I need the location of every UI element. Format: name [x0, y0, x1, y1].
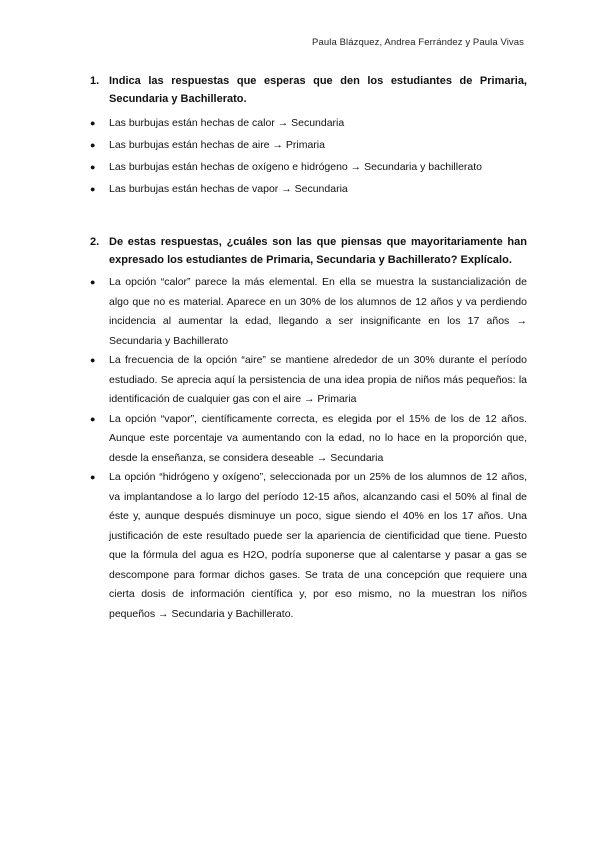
list-item: [90, 156, 527, 178]
bullet-icon: ●: [90, 355, 96, 365]
question-1-answers: [90, 112, 527, 200]
question-2: [90, 233, 527, 269]
list-item: [90, 112, 527, 134]
question-2-number: 2.: [90, 236, 100, 248]
list-item: [90, 134, 527, 156]
page-header-authors: Paula Blázquez, Andrea Ferrández y Paula Vivas: [312, 37, 524, 48]
list-item-text: La opción “calor” parece la más elemental. En ella se muestra la sustancialización de algo que no es material. Aparece en un 30% de los alumnos de 12 años y va perdiendo incidencia al aumentar la edad, llegando a ser insignificante en los 17 años → Secundaria y Bachillerato: [109, 276, 527, 347]
bullet-icon: ●: [90, 184, 96, 194]
list-item: [90, 468, 527, 624]
question-1-text: Indica las respuestas que esperas que den los estudiantes de Primaria, Secundaria y Bachillerato.: [109, 75, 527, 105]
bullet-icon: ●: [90, 472, 96, 482]
bullet-icon: ●: [90, 413, 96, 424]
question-2-text: De estas respuestas, ¿cuáles son las que piensas que mayoritariamente han expresado los estudiantes de Primaria, Secundaria y Bachillerato? Explícalo.: [109, 236, 527, 266]
bullet-icon: ●: [90, 118, 96, 128]
list-item-text: Las burbujas están hechas de calor → Secundaria: [109, 117, 345, 129]
list-item: [90, 273, 527, 351]
list-item: [90, 178, 527, 200]
list-item: [90, 410, 527, 469]
document-body: [90, 72, 527, 624]
list-item-text: La opción “vapor”, científicamente correcta, es elegida por el 15% de los de 12 años. Aunque este porcentaje va aumentando con la edad, no lo hace en la proporción que, desde la enseñanza, se considera deseable → Secundaria: [109, 412, 527, 464]
bullet-icon: ●: [90, 140, 96, 150]
bullet-icon: ●: [90, 162, 96, 172]
question-2-answers: [90, 273, 527, 624]
list-item-text: La opción “hidrógeno y oxígeno”, seleccionada por un 25% de los alumnos de 12 años, va implantandose a lo largo del período 12-15 años, alcanzando casi el 50% al final de éste y, aunque después disminuye un poco, sigue siendo el 40% en los 17 años. Una justificación de este resultado puede ser la apariencia de cientificidad que tiene. Puesto que la fórmula del agua es H2O, podría suponerse que al calentarse y pasar a gas se descompone para formar dichos gases. Se trata de una concepción que requiere una cierta dosis de información científica y, por eso mismo, no la muestran los niños pequeños → Secundaria y Bachillerato.: [109, 471, 527, 620]
question-1: [90, 72, 527, 108]
question-1-number: 1.: [90, 75, 100, 87]
bullet-icon: ●: [90, 277, 96, 287]
list-item: [90, 351, 527, 410]
list-item-text: Las burbujas están hechas de vapor → Secundaria: [109, 183, 348, 195]
list-item-text: Las burbujas están hechas de aire → Primaria: [109, 139, 325, 151]
list-item-text: Las burbujas están hechas de oxígeno e hidrógeno → Secundaria y bachillerato: [109, 161, 483, 173]
list-item-text: La frecuencia de la opción “aire” se mantiene alrededor de un 30% durante el período estudiado. Se aprecia aquí la persistencia de una idea propia de niños más pequeños: la identificación de cualquier gas con el aire → Primaria: [109, 354, 527, 405]
